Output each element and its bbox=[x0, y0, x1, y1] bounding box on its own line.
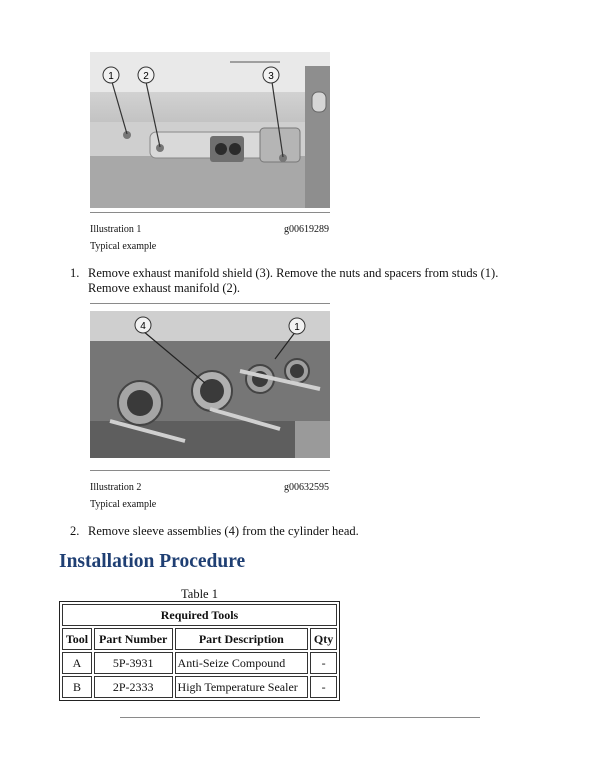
cell-part-description: High Temperature Sealer bbox=[175, 676, 309, 698]
svg-text:2: 2 bbox=[143, 71, 149, 82]
illustration-2-code: g00632595 bbox=[284, 482, 329, 493]
cylinder-head-sleeves-image bbox=[90, 311, 330, 458]
header-part-description: Part Description bbox=[175, 628, 309, 650]
illustration-2-caption: Typical example bbox=[90, 499, 157, 510]
step-1-text: Remove exhaust manifold shield (3). Remove the nuts and spacers from studs (1). Remove exhaust manifold (2). bbox=[88, 266, 499, 295]
illustration-1-code: g00619289 bbox=[284, 224, 329, 235]
cell-tool: B bbox=[62, 676, 92, 698]
illustration-2-rule bbox=[90, 470, 330, 471]
table-title: Required Tools bbox=[62, 604, 337, 626]
illustration-1-label: Illustration 1 bbox=[90, 224, 142, 235]
cell-part-description: Anti-Seize Compound bbox=[175, 652, 309, 674]
illustration-2-photo bbox=[90, 311, 330, 458]
header-qty: Qty bbox=[310, 628, 337, 650]
table-title-row bbox=[62, 604, 337, 626]
illustration-2-label: Illustration 2 bbox=[90, 482, 142, 493]
callout-1 bbox=[103, 67, 119, 83]
cell-part-number: 5P-3931 bbox=[94, 652, 173, 674]
table-header-row bbox=[62, 628, 337, 650]
svg-text:4: 4 bbox=[140, 321, 146, 332]
callout-1 bbox=[289, 318, 305, 334]
illustration-1-photo bbox=[90, 52, 330, 208]
step-2 bbox=[70, 524, 530, 539]
section-heading: Installation Procedure bbox=[59, 551, 246, 572]
svg-text:1: 1 bbox=[294, 322, 300, 333]
cell-tool: A bbox=[62, 652, 92, 674]
table-caption: Table 1 bbox=[181, 587, 218, 601]
callout-2 bbox=[138, 67, 154, 83]
footer-rule bbox=[120, 717, 480, 718]
step-1-number: 1. bbox=[70, 266, 80, 280]
callout-4 bbox=[135, 317, 151, 333]
cell-qty: - bbox=[310, 652, 337, 674]
callout-3 bbox=[263, 67, 279, 83]
illustration-1-caption: Typical example bbox=[90, 241, 157, 252]
header-part-number: Part Number bbox=[94, 628, 173, 650]
illustration-2-top-rule bbox=[90, 303, 330, 304]
cell-part-number: 2P-2333 bbox=[94, 676, 173, 698]
engine-exhaust-manifold-image bbox=[90, 52, 330, 208]
cell-qty: - bbox=[310, 676, 337, 698]
svg-text:1: 1 bbox=[108, 71, 114, 82]
table-row bbox=[62, 676, 337, 698]
illustration-1-rule bbox=[90, 212, 330, 213]
svg-text:3: 3 bbox=[268, 71, 274, 82]
step-2-text: Remove sleeve assemblies (4) from the cylinder head. bbox=[88, 524, 359, 538]
table-row bbox=[62, 652, 337, 674]
step-2-number: 2. bbox=[70, 524, 80, 538]
header-tool: Tool bbox=[62, 628, 92, 650]
required-tools-table bbox=[59, 601, 340, 701]
step-1 bbox=[70, 266, 530, 296]
